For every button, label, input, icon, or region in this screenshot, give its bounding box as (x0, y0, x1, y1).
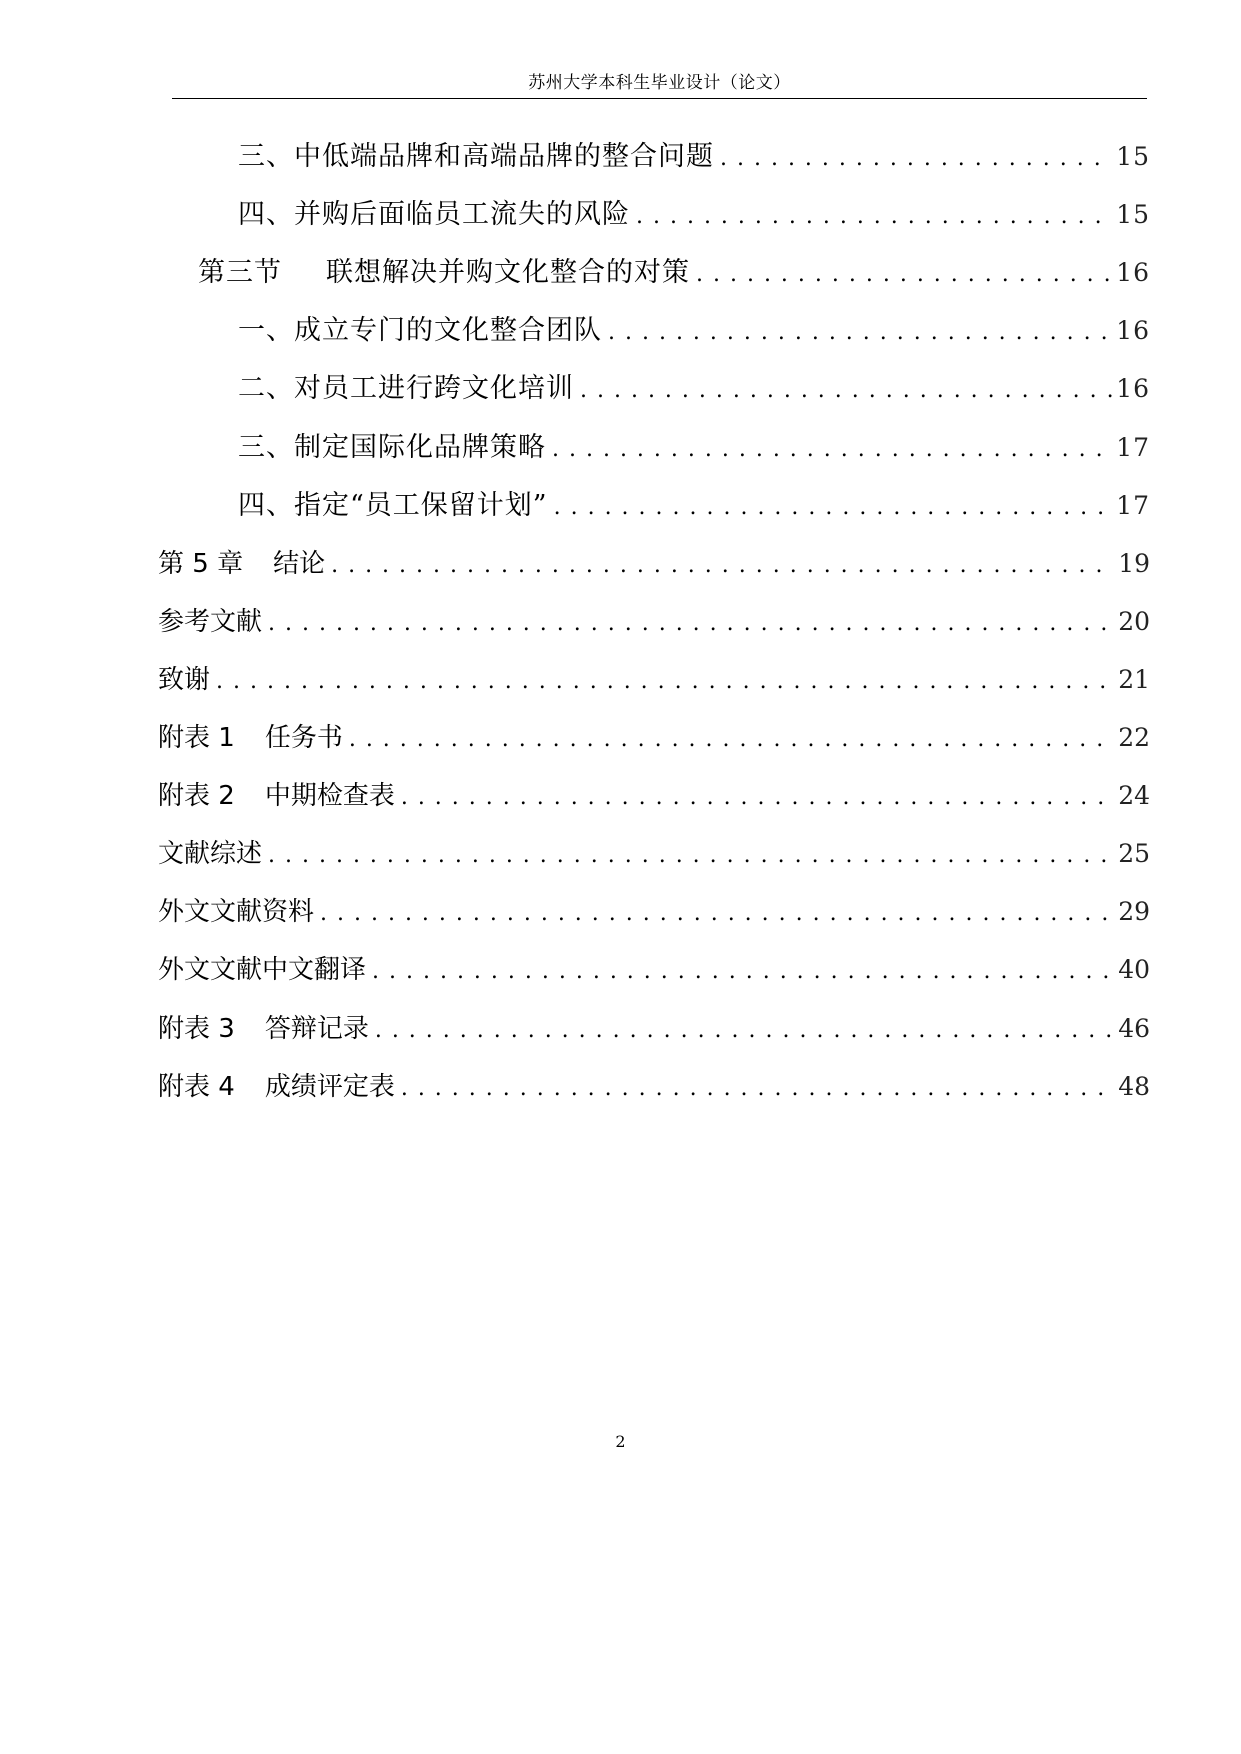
toc-entry-page: 16 (1116, 258, 1150, 288)
toc-entry-text: 联想解决并购文化整合的对策 (326, 257, 690, 289)
toc-entry-title (238, 195, 630, 235)
dot-leader (552, 430, 1112, 470)
toc-entry-page: 46 (1118, 1013, 1150, 1043)
toc-entry-prefix: 附表 3 (158, 1013, 235, 1044)
toc-entry-text: 外文文献资料 (158, 897, 315, 928)
toc-entry[interactable] (158, 950, 1150, 990)
dot-leader (580, 371, 1112, 411)
toc-entry-title (158, 776, 395, 816)
toc-entry-title (238, 486, 548, 526)
page-header (172, 72, 1147, 99)
toc-entry-page: 48 (1118, 1071, 1150, 1101)
toc-entry[interactable] (238, 428, 1150, 468)
toc-entry[interactable] (238, 369, 1150, 409)
dot-leader (375, 1011, 1114, 1051)
toc-entry-page: 25 (1118, 839, 1150, 869)
toc-entry-title (198, 253, 690, 293)
dot-leader (331, 546, 1114, 586)
dot-leader (554, 488, 1113, 528)
toc-entry-page: 40 (1118, 955, 1150, 985)
dot-leader (696, 255, 1112, 295)
dot-leader (349, 720, 1114, 760)
toc-entry-page: 21 (1118, 664, 1150, 694)
dot-leader (216, 662, 1114, 702)
dot-leader (636, 197, 1112, 237)
toc-entry-page: 19 (1118, 548, 1150, 578)
toc-entry-text: 三、制定国际化品牌策略 (238, 431, 546, 463)
toc-entry-title (238, 428, 546, 468)
toc-entry-title (158, 1067, 395, 1107)
toc-entry[interactable] (158, 718, 1150, 758)
toc-entry-prefix: 附表 1 (158, 723, 235, 753)
toc-entry-text: 致谢 (158, 664, 211, 695)
toc-entry-title (158, 950, 366, 990)
toc-entry[interactable] (158, 544, 1150, 584)
toc-entry-title (238, 369, 574, 409)
toc-entry-page: 29 (1118, 897, 1150, 927)
dot-leader (372, 952, 1114, 992)
toc-entry[interactable] (158, 1009, 1150, 1049)
toc-entry-text: 答辩记录 (264, 1013, 369, 1044)
toc-entry-text: 一、成立专门的文化整合团队 (238, 315, 602, 347)
toc-entry[interactable] (238, 311, 1150, 351)
toc-entry-page: 16 (1116, 374, 1150, 404)
toc-entry[interactable] (158, 602, 1150, 642)
dot-leader (608, 313, 1112, 353)
dot-leader (320, 894, 1114, 934)
toc-entry-text: 参考文献 (158, 606, 263, 637)
toc-entry-text: 三、中低端品牌和高端品牌的整合问题 (238, 141, 714, 172)
dot-leader (268, 836, 1114, 876)
toc-entry[interactable] (158, 892, 1150, 932)
toc-entry-text: 中期检查表 (264, 781, 395, 812)
toc-entry[interactable] (158, 660, 1150, 700)
toc-entry-text: 任务书 (264, 723, 343, 753)
toc-entry-text: 结论 (273, 548, 326, 579)
dot-leader (401, 778, 1114, 818)
toc-entry-text: 文献综述 (158, 839, 263, 870)
toc-entry-text: 成绩评定表 (264, 1071, 395, 1102)
header-title: 苏州大学本科生毕业设计（论文） (528, 73, 791, 93)
toc-entry-page: 24 (1118, 781, 1150, 811)
toc-entry[interactable] (238, 486, 1150, 526)
toc-entry-text: 二、对员工进行跨文化培训 (238, 373, 574, 405)
toc-entry-title (238, 137, 714, 177)
toc-entry-title (158, 834, 262, 874)
page-number: 2 (615, 1432, 626, 1451)
toc-entry-page: 15 (1116, 200, 1150, 230)
toc-entry[interactable] (158, 834, 1150, 874)
toc-entry-prefix: 附表 4 (158, 1071, 235, 1102)
toc-entry-title (158, 602, 262, 642)
toc-entry[interactable] (158, 1067, 1150, 1107)
toc-entry[interactable] (238, 137, 1150, 177)
toc-entry[interactable] (158, 776, 1150, 816)
toc-entry-page: 15 (1116, 142, 1150, 171)
toc-entry-page: 17 (1116, 432, 1150, 462)
dot-leader (268, 604, 1114, 644)
dot-leader (720, 139, 1112, 179)
dot-leader (401, 1069, 1114, 1109)
toc-entry-page: 17 (1116, 490, 1150, 520)
toc-entry-prefix: 第 5 章 (158, 548, 244, 579)
toc-entry-title (158, 660, 210, 700)
toc-entry[interactable] (238, 195, 1150, 235)
toc-entry-prefix: 附表 2 (158, 781, 235, 812)
toc-entry-title (158, 544, 325, 584)
toc-entry-title (238, 311, 602, 351)
toc-entry-title (158, 1009, 369, 1049)
toc-entry-title (158, 718, 343, 758)
toc-entry-text: 四、指定“员工保留计划” (238, 489, 548, 521)
toc-entry-page: 22 (1118, 723, 1150, 752)
toc-entry-title (158, 892, 314, 932)
toc-entry-page: 20 (1118, 606, 1150, 636)
toc-entry-page: 16 (1116, 316, 1150, 346)
toc-entry-text: 四、并购后面临员工流失的风险 (238, 199, 630, 231)
toc-entry[interactable] (198, 253, 1150, 293)
toc-entry-prefix: 第三节 (198, 257, 282, 289)
toc-entry-text: 外文文献中文翻译 (158, 955, 367, 986)
